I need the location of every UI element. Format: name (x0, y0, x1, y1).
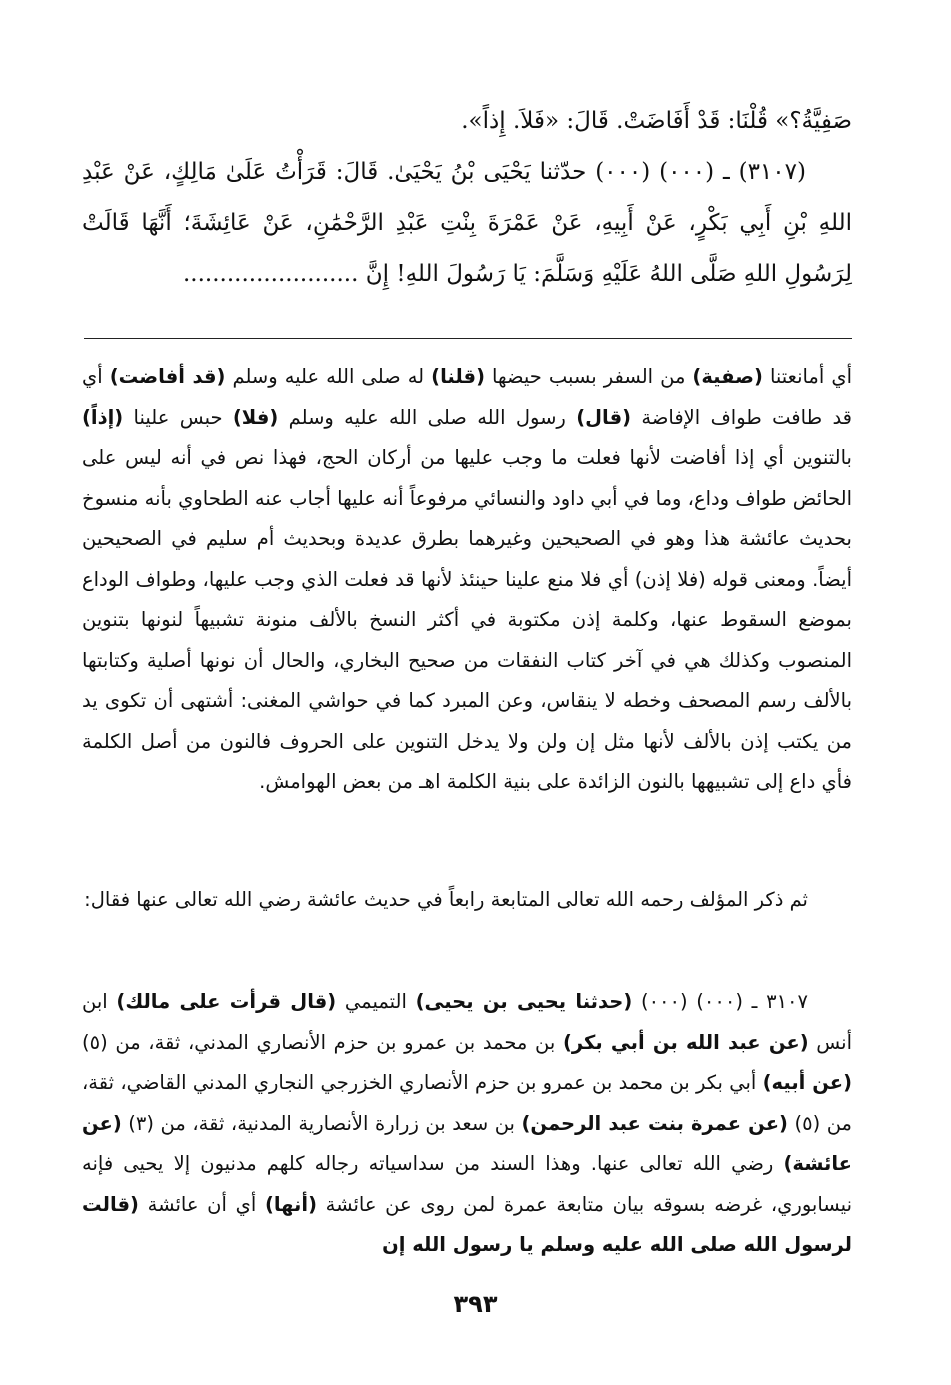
commentary-text-segment: له صلى الله عليه وسلم (225, 365, 432, 388)
bold-quote-segment: (أنها) (264, 1192, 317, 1216)
commentary-text-segment: بالتنوين أي إذا أفاضت لأنها فعلت ما وجب عليها من أركان الحج، فهذا نص في أنه ليس على الحائض طواف وداع، وما في أبي داود والنسائي مرفوعاً أنه عليها أجاب عنه الطحاوي بأنه منسوخ بحديث عائشة هذا وهو في الصحيحين وغيرهما بطرق عديدة وبحديث أم سليم في الصحيحين أيضاً. ومعنى قوله (فلا إذن) أي فلا منع علينا حينئذ لأنها قد فعلت الذي وجب عليها، وطواف الوداع بموضع السقوط عنها، وكلمة إذن مكتوبة في أكثر النسخ بالألف منونة تشبيهاً لنونها بتنوين المنصوب وكذلك هي في آخر كتاب النفقات من صحيح البخاري، والحال أن نونها أصلية وكتابتها بالألف رسم المصحف وخطه لا ينقاس، وعن المبرد كما في حواشي المغنى: أشتهى أن تكوى يد من يكتب إذن بالألف لأنها مثل إن ولن ولا يدخل التنوين على الحروف فالنون من أصل الكلمة فأي داع إلى تشبيهها بالنون الزائدة على بنية الكلمة اهـ من بعض الهوامش. (82, 446, 852, 793)
commentary-paragraph-2: ثم ذكر المؤلف رحمه الله تعالى المتابعة رابعاً في حديث عائشة رضي الله تعالى عنها فقال: (84, 888, 808, 911)
hadith-text (82, 96, 852, 300)
bold-quote-segment: (قال) (576, 405, 632, 429)
commentary-text-segment: حبس علينا (123, 405, 233, 429)
commentary-paragraph-3 (82, 982, 852, 1266)
commentary-text-segment: رسول الله صلى الله عليه وسلم (278, 405, 577, 429)
page-number: ٣٩٣ (453, 1290, 498, 1318)
commentary-text-segment: بن سعد بن زرارة الأنصارية المدنية، ثقة، من (٣) (121, 1111, 522, 1135)
commentary-paragraph-1 (82, 357, 852, 803)
hadith-line-1: صَفِيَّةُ؟» قُلْنَا: قَدْ أَفَاضَتْ. قَالَ: «فَلاَ. إِذاً». (461, 108, 852, 134)
commentary-text-segment: أي أمانعتنا (762, 365, 852, 388)
commentary-text-segment: ٣١٠٧ ـ (٠٠٠) (٠٠٠) (632, 990, 808, 1013)
bold-quote-segment: (قال قرأت على مالك) (116, 990, 337, 1013)
footnote-divider (84, 338, 852, 339)
bold-quote-segment: (قالت لرسول الله صلى الله عليه وسلم يا رسول الله إن (82, 1192, 852, 1256)
commentary-text-segment: أبي بكر بن محمد بن عمرو بن حزم الأنصاري الخزرجي النجاري المدني القاضي، ثقة، من (٥) (82, 1071, 852, 1135)
bold-quote-segment: (عن أبيه) (762, 1071, 852, 1094)
bold-quote-segment: (عن عبد الله بن أبي بكر) (562, 1030, 809, 1054)
commentary-text-segment: أي قد طافت طواف الإفاضة (82, 365, 852, 429)
commentary-text-segment: رضي الله تعالى عنها. وهذا السند من سداسياته رجاله كلهم مدنيون إلا يحيى فإنه نيسابوري، غرضه بسوقه بيان متابعة عمرة لمن روى عن عائشة (82, 1152, 852, 1216)
bold-quote-segment: (عن عائشة) (82, 1111, 852, 1175)
bold-quote-segment: (قد أفاضت) (109, 365, 226, 388)
commentary-text-segment: التميمي (336, 990, 416, 1013)
bold-quote-segment: (عن عمرة بنت عبد الرحمن) (521, 1111, 788, 1135)
bold-quote-segment: (إذاً) (82, 405, 124, 429)
bold-quote-segment: (قلنا) (431, 365, 485, 388)
hadith-paragraph-3107: (٣١٠٧) ـ (٠٠٠) (٠٠٠) حدّثنا يَحْيَى بْنُ يَحْيَىٰ. قَالَ: قَرَأْتُ عَلَىٰ مَالِكٍ، عَنْ عَبْدِ اللهِ بْنِ أَبِي بَكْرٍ، عَنْ أَبِيهِ، عَنْ عَمْرَةَ بِنْتِ عَبْدِ الرَّحْمَٰنِ، عَنْ عَائِشَةَ؛ أَنَّهَا قَالَتْ لِرَسُولِ اللهِ صَلَّى اللهُ عَلَيْهِ وَسَلَّمَ: يَا رَسُولَ اللهِ! إِنَّ ........................ (82, 159, 852, 287)
commentary-text-segment: بن محمد بن عمرو بن حزم الأنصاري المدني، ثقة، من (٥) (82, 1030, 563, 1054)
bold-quote-segment: (صفية) (692, 365, 763, 388)
commentary-text-segment: ابن أنس (82, 990, 853, 1054)
commentary-text-segment: من السفر بسبب حيضها (485, 365, 693, 388)
bold-quote-segment: (حدثنا يحيى بن يحيى) (415, 990, 633, 1013)
commentary-text-segment: أي أن عائشة (138, 1192, 265, 1216)
bold-quote-segment: (فلا) (232, 405, 279, 429)
